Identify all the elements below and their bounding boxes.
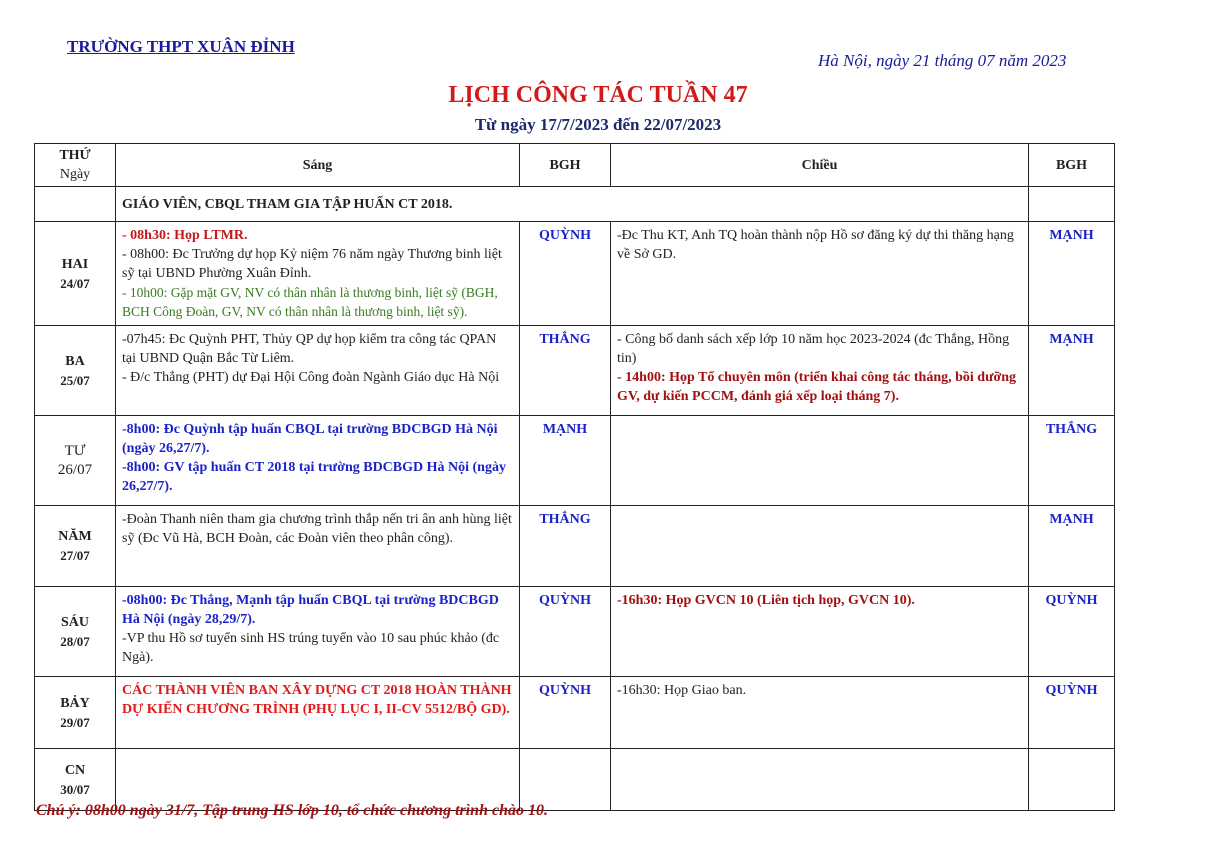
date-header-label: Ngày [59,167,91,182]
morning-cell [116,222,520,326]
page-subtitle: Từ ngày 17/7/2023 đến 22/07/2023 [474,115,722,134]
morning-item: -8h00: GV tập huấn CT 2018 tại trường BDCBGD Hà Nội (ngày 26,27/7). [122,460,506,494]
day-name: SÁU [60,614,89,630]
afternoon-item: - 14h00: Họp Tổ chuyên môn (triển khai công tác tháng, bồi dưỡng GV, dự kiến PCCM, đánh giá xếp loại tháng 7). [617,370,1017,404]
morning-item: -Đoàn Thanh niên tham gia chương trình thắp nến tri ân anh hùng liệt sỹ (Đc Vũ Hà, BCH Đoàn, các Đoàn viên theo phân công). [122,512,512,546]
day-date: 27/07 [60,548,90,563]
general-note-row [35,187,1115,222]
afternoon-column-header: Chiều [611,144,1029,187]
general-note-day-cell [35,187,116,222]
day-date: 30/07 [60,781,90,797]
day-date: 24/07 [60,275,90,291]
schedule-table [34,143,1115,811]
bgh-afternoon-cell: MẠNH [1029,222,1115,326]
table-row [35,222,1115,326]
school-name: TRƯỜNG THPT XUÂN ĐỈNH [67,37,295,56]
day-name: BA [65,353,85,369]
bgh-afternoon-cell: THẮNG [1029,416,1115,506]
day-cell [35,416,116,506]
day-name: NĂM [58,529,92,544]
footer-note: Chú ý: 08h00 ngày 31/7, Tập trung HS lớp 10, tổ chức chương trình chào 10. [36,802,548,819]
morning-cell [116,416,520,506]
morning-item: -VP thu Hồ sơ tuyển sinh HS trúng tuyển vào 10 sau phúc khảo (đc Ngà). [122,631,500,665]
table-row [35,677,1115,749]
bgh-afternoon-cell: QUỲNH [1029,677,1115,749]
general-note-bgh-cell [1029,187,1115,222]
morning-item: - 08h30: Họp LTMR. [122,228,248,243]
bgh-morning-column-header: BGH [520,144,611,187]
morning-item: - 08h00: Đc Trưởng dự họp Kỷ niệm 76 năm ngày Thương binh liệt sỹ tại UBND Phường Xuân Đỉnh. [122,247,502,281]
afternoon-item: - Công bố danh sách xếp lớp 10 năm học 2023-2024 (đc Thắng, Hồng tin) [617,332,1010,366]
bgh-morning-cell: QUỲNH [520,587,611,677]
day-date: 25/07 [60,372,90,388]
afternoon-item: -16h30: Họp Giao ban. [617,683,747,698]
bgh-morning-cell: QUỲNH [520,677,611,749]
general-note: GIÁO VIÊN, CBQL THAM GIA TẬP HUẤN CT 2018. [116,187,1029,222]
afternoon-cell [611,677,1029,749]
day-cell [35,587,116,677]
morning-item: -8h00: Đc Quỳnh tập huấn CBQL tại trường BDCBGD Hà Nội (ngày 26,27/7). [122,422,498,456]
morning-cell [116,677,520,749]
bgh-afternoon-cell: MẠNH [1029,506,1115,587]
afternoon-cell [611,326,1029,416]
bgh-morning-cell: MẠNH [520,416,611,506]
afternoon-cell [611,587,1029,677]
day-name: CN [64,762,86,778]
morning-item: - 10h00: Gặp mặt GV, NV có thân nhân là thương binh, liệt sỹ (BGH, BCH Công Đoàn, GV, NV có thân nhân là thương binh, liệt sỹ). [122,285,498,319]
table-row [35,506,1115,587]
afternoon-cell [611,416,1029,506]
morning-item: -07h45: Đc Quỳnh PHT, Thủy QP dự họp kiểm tra công tác QPAN tại UBND Quận Bắc Từ Liêm. [122,332,497,366]
day-date: 26/07 [57,461,93,478]
page-title: LỊCH CÔNG TÁC TUẦN 47 [448,82,748,108]
day-cell [35,326,116,416]
day-cell [35,677,116,749]
bgh-afternoon-cell [1029,749,1115,811]
day-cell [35,222,116,326]
header-row [35,144,1115,187]
afternoon-cell [611,222,1029,326]
bgh-afternoon-column-header: BGH [1029,144,1115,187]
morning-item: -08h00: Đc Thắng, Mạnh tập huấn CBQL tại trường BDCBGD Hà Nội (ngày 28,29/7). [122,593,499,627]
table-row [35,416,1115,506]
morning-item: - Đ/c Thắng (PHT) dự Đại Hội Công đoàn Ngành Giáo dục Hà Nội [122,370,500,385]
bgh-afternoon-cell: MẠNH [1029,326,1115,416]
morning-cell [116,587,520,677]
bgh-morning-cell: QUỲNH [520,222,611,326]
table-row [35,326,1115,416]
morning-item: CÁC THÀNH VIÊN BAN XÂY DỰNG CT 2018 HOÀN THÀNH DỰ KIẾN CHƯƠNG TRÌNH (PHỤ LỤC I, II-CV 5512/BỘ GD). [122,683,512,717]
day-name: TƯ [64,442,86,459]
afternoon-cell [611,506,1029,587]
day-name: BẢY [60,695,90,711]
morning-cell [116,506,520,587]
morning-column-header: Sáng [116,144,520,187]
bgh-morning-cell: THẮNG [520,326,611,416]
afternoon-item: -16h30: Họp GVCN 10 (Liên tịch họp, GVCN 10). [617,593,915,608]
afternoon-cell [611,749,1029,811]
day-date: 28/07 [60,633,90,649]
day-name: HAI [61,256,89,272]
bgh-morning-cell: THẮNG [520,506,611,587]
table-row [35,587,1115,677]
bgh-afternoon-cell: QUỲNH [1029,587,1115,677]
day-column-header [35,144,116,187]
day-date: 29/07 [60,714,90,730]
morning-cell [116,326,520,416]
dateline: Hà Nội, ngày 21 tháng 07 năm 2023 [818,51,1067,70]
afternoon-item: -Đc Thu KT, Anh TQ hoàn thành nộp Hồ sơ đăng ký dự thi thăng hạng về Sở GD. [617,228,1014,262]
day-header-label: THỨ [59,148,91,163]
day-cell [35,506,116,587]
